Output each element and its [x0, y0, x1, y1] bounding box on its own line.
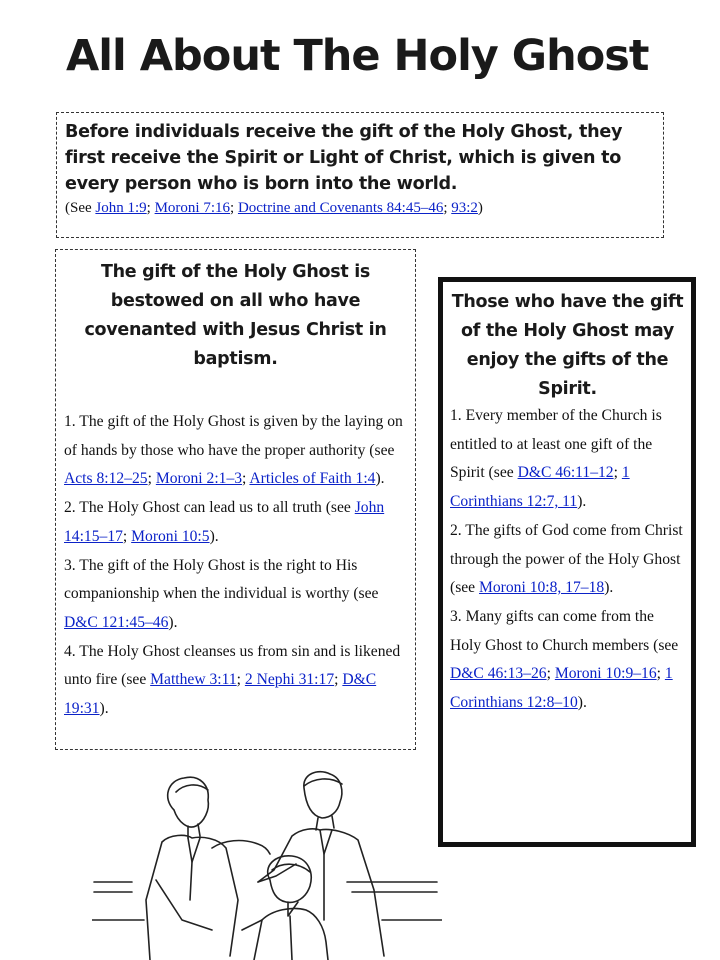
laying-on-of-hands-illustration: [92, 770, 442, 960]
scripture-link[interactable]: Doctrine and Covenants 84:45–46: [237, 200, 444, 216]
scripture-link[interactable]: D&C 19:31: [64, 671, 377, 718]
intro-refs-close: ): [477, 200, 483, 216]
scripture-link[interactable]: Matthew 3:11: [150, 671, 237, 689]
baptism-gift-box: [55, 249, 416, 750]
intro-references: (See John 1:9; Moroni 7:16; Doctrine and Covenants 84:45–46; 93:2): [65, 200, 483, 216]
intro-box: [56, 112, 664, 238]
scripture-link[interactable]: John 1:9: [95, 200, 147, 216]
spirit-gifts-box: [438, 277, 696, 847]
scripture-link[interactable]: 1 Corinthians 12:8–10: [450, 665, 673, 712]
scripture-link[interactable]: D&C 121:45–46: [64, 613, 169, 631]
scripture-link[interactable]: 2 Nephi 31:17: [244, 671, 335, 689]
scripture-link[interactable]: Acts 8:12–25: [64, 470, 148, 488]
list-item: 2. The Holy Ghost can lead us to all truth (see John 14:15–17; Moroni 10:5).: [64, 499, 385, 545]
baptism-gift-heading: The gift of the Holy Ghost is bestowed on all who have covenanted with Jesus Christ in baptism.: [84, 262, 387, 369]
scripture-link[interactable]: Moroni 10:9–16: [554, 665, 657, 683]
scripture-link[interactable]: D&C 46:13–26: [450, 665, 547, 683]
scripture-link[interactable]: John 14:15–17: [64, 499, 385, 545]
page-title: All About The Holy Ghost: [66, 31, 649, 81]
list-item: 1. Every member of the Church is entitled to at least one gift of the Spirit (see D&C 46:11–12; 1 Corinthians 12:7, 11).: [450, 407, 662, 511]
list-item: 4. The Holy Ghost cleanses us from sin and is likened unto fire (see Matthew 3:11; 2 Nephi 31:17; D&C 19:31).: [64, 642, 401, 718]
list-item: 3. The gift of the Holy Ghost is the right to His companionship when the individual is worthy (see D&C 121:45–46).: [64, 556, 379, 631]
scripture-link[interactable]: Moroni 7:16: [154, 200, 231, 216]
list-item: 2. The gifts of God come from Christ through the power of the Holy Ghost (see Moroni 10:8, 17–18).: [450, 521, 683, 597]
baptism-gift-list: [64, 408, 407, 724]
spirit-gifts-heading: Those who have the gift of the Holy Ghost may enjoy the gifts of the Spirit.: [451, 292, 684, 399]
scripture-link[interactable]: Moroni 10:8, 17–18: [479, 579, 605, 597]
scripture-link[interactable]: D&C 46:11–12: [517, 464, 614, 482]
intro-text: Before individuals receive the gift of the Holy Ghost, they first receive the Spirit or Light of Christ, which is given to every person who is born into the world.: [65, 122, 623, 194]
list-item: 3. Many gifts can come from the Holy Ghost to Church members (see D&C 46:13–26; Moroni 10:9–16; 1 Corinthians 12:8–10).: [450, 607, 679, 712]
scripture-link[interactable]: Articles of Faith 1:4: [249, 470, 376, 488]
list-item: 1. The gift of the Holy Ghost is given by the laying on of hands by those who have the proper authority (see Acts 8:12–25; Moroni 2:1–3; Articles of Faith 1:4).: [64, 413, 403, 488]
scripture-link[interactable]: 1 Corinthians 12:7, 11: [450, 464, 630, 511]
scripture-link[interactable]: 93:2: [451, 200, 478, 216]
scripture-link[interactable]: Moroni 2:1–3: [155, 470, 243, 488]
intro-refs-open: (See: [65, 200, 96, 216]
spirit-gifts-list: [450, 402, 685, 718]
scripture-link[interactable]: Moroni 10:5: [131, 527, 210, 545]
